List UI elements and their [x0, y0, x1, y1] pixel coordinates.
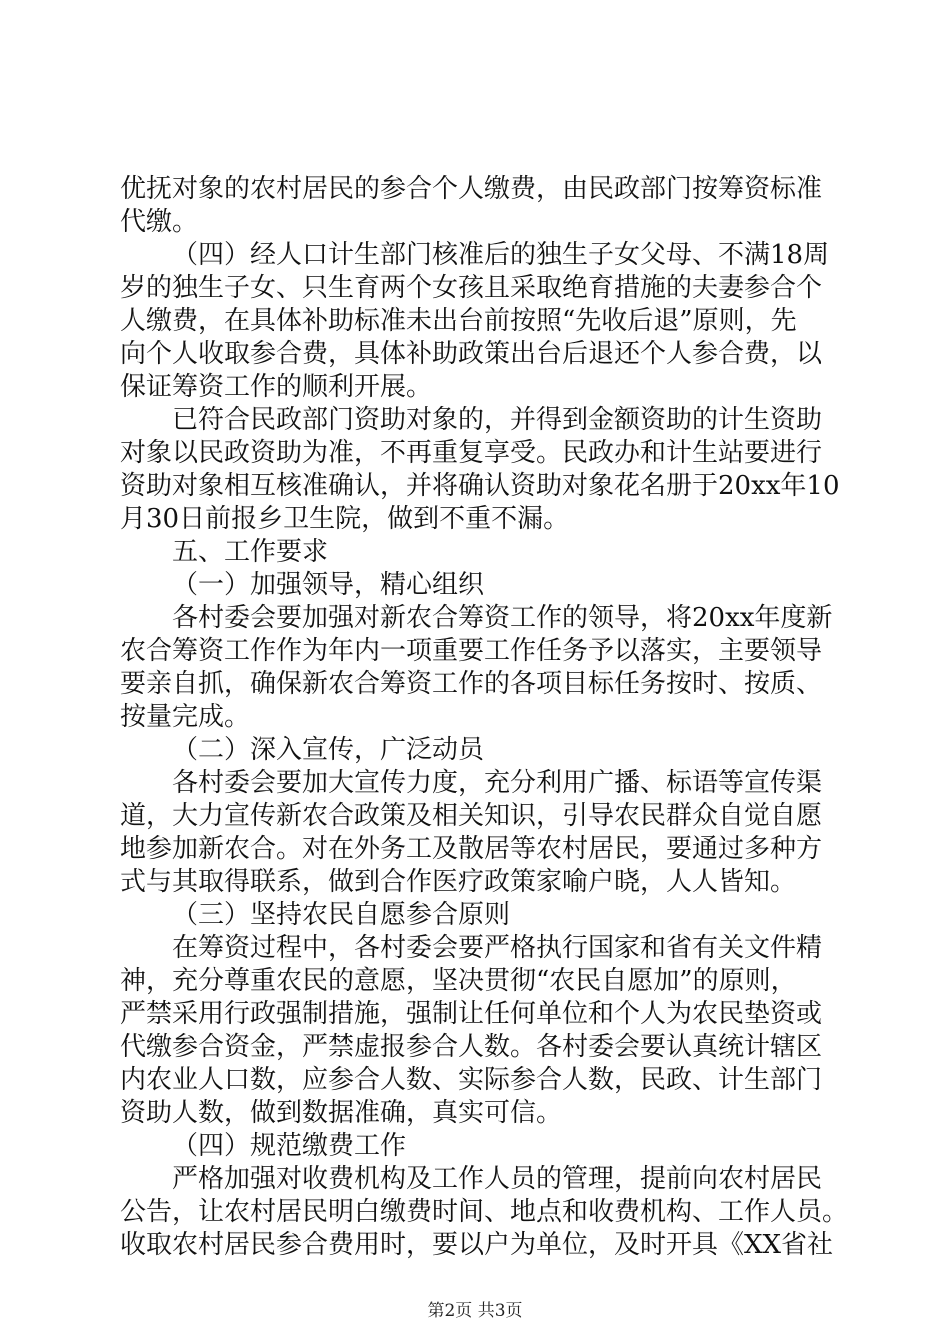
subsection-heading: （二）深入宣传，广泛动员	[172, 735, 485, 765]
subsection-heading: （一）加强领导，精心组织	[172, 570, 485, 600]
text-line: 代缴。	[120, 207, 199, 237]
text-line: 岁的独生子女、只生育两个女孩且采取绝育措施的夫妻参合个	[120, 273, 823, 303]
text-line: 人缴费，在具体补助标准未出台前按照“先收后退”原则，先	[120, 306, 797, 336]
text-line: 代缴参合资金，严禁虚报参合人数。各村委会要认真统计辖区	[120, 1032, 823, 1062]
text-line: 已符合民政部门资助对象的，并得到金额资助的计生资助	[172, 405, 823, 435]
text-line: 各村委会要加大宣传力度，充分利用广播、标语等宣传渠	[172, 768, 823, 798]
text-line: 资助对象相互核准确认，并将确认资助对象花名册于20xx年10	[120, 471, 840, 501]
text-line: 式与其取得联系，做到合作医疗政策家喻户晓，人人皆知。	[120, 867, 797, 897]
text-line: 优抚对象的农村居民的参合个人缴费，由民政部门按筹资标准	[120, 174, 823, 204]
text-line: 月30日前报乡卫生院，做到不重不漏。	[120, 504, 570, 534]
text-line: 地参加新农合。对在外务工及散居等农村居民，要通过多种方	[120, 834, 823, 864]
text-line: 资助人数，做到数据准确，真实可信。	[120, 1098, 563, 1128]
section-heading: 五、工作要求	[172, 537, 329, 567]
text-line: 神，充分尊重农民的意愿，坚决贯彻“农民自愿加”的原则，	[120, 966, 797, 996]
text-line: 道，大力宣传新农合政策及相关知识，引导农民群众自觉自愿	[120, 801, 823, 831]
text-line: 要亲自抓，确保新农合筹资工作的各项目标任务按时、按质、	[120, 669, 823, 699]
text-line: 严禁采用行政强制措施，强制让任何单位和个人为农民垫资或	[120, 999, 823, 1029]
text-line: 内农业人口数，应参合人数、实际参合人数，民政、计生部门	[120, 1065, 823, 1095]
text-line: 严格加强对收费机构及工作人员的管理，提前向农村居民	[172, 1164, 823, 1194]
subsection-heading: （四）规范缴费工作	[172, 1131, 407, 1161]
text-line: 对象以民政资助为准，不再重复享受。民政办和计生站要进行	[120, 438, 823, 468]
text-line: 公告，让农村居民明白缴费时间、地点和收费机构、工作人员。	[120, 1197, 849, 1227]
text-line: 收取农村居民参合费用时，要以户为单位，及时开具《XX省社	[120, 1230, 834, 1260]
page-number-footer: 第2页 共3页	[427, 1301, 523, 1321]
text-line: 在筹资过程中，各村委会要严格执行国家和省有关文件精	[172, 933, 823, 963]
text-line: 按量完成。	[120, 702, 251, 732]
subsection-heading: （三）坚持农民自愿参合原则	[172, 900, 511, 930]
text-line: 各村委会要加强对新农合筹资工作的领导，将20xx年度新	[172, 603, 833, 633]
text-line: 向个人收取参合费，具体补助政策出台后退还个人参合费，以	[120, 339, 823, 369]
text-line: 保证筹资工作的顺利开展。	[120, 372, 433, 402]
text-line: 农合筹资工作作为年内一项重要工作任务予以落实，主要领导	[120, 636, 823, 666]
text-line: （四）经人口计生部门核准后的独生子女父母、不满18周	[172, 240, 830, 270]
